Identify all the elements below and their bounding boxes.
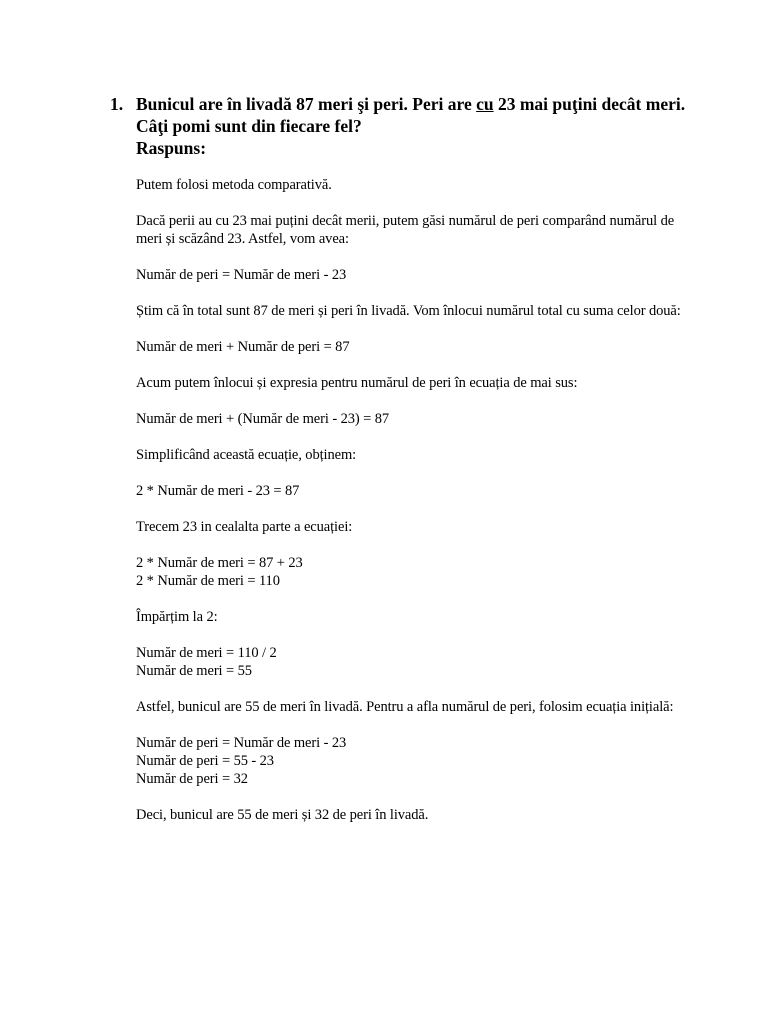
question-body xyxy=(136,93,730,159)
paragraph-method: Putem folosi metoda comparativă. xyxy=(136,177,332,193)
paragraph-simplify: Simplificând această ecuație, obținem: xyxy=(136,447,357,463)
paragraph-substitute: Acum putem înlocui și expresia pentru numărul de peri în ecuația de mai sus: xyxy=(136,375,578,391)
paragraph-move: Trecem 23 in cealalta parte a ecuației: xyxy=(136,519,353,535)
equation-line: 2 * Număr de meri = 110 xyxy=(136,573,280,589)
paragraph-conclusion: Deci, bunicul are 55 de meri și 32 de peri în livadă. xyxy=(136,807,429,823)
paragraph-explanation: Dacă perii au cu 23 mai puțini decât merii, putem găsi numărul de peri comparând numărul de meri și scăzând 23. Astfel, vom avea: xyxy=(136,213,675,247)
question-text-part2: 23 mai puţini decât meri. xyxy=(493,94,686,114)
equation-substituted: Număr de meri + (Număr de meri - 23) = 87 xyxy=(136,411,390,427)
question-number: 1. xyxy=(110,94,124,114)
equation-line: Număr de peri = Număr de meri - 23 xyxy=(136,735,347,751)
equation-line: Număr de peri = 55 - 23 xyxy=(136,753,274,769)
equation-sum: Număr de meri + Număr de peri = 87 xyxy=(136,339,350,355)
question-line2: Câţi pomi sunt din fiecare fel? xyxy=(136,116,362,136)
question-block xyxy=(110,93,730,159)
paragraph-total: Știm că în total sunt 87 de meri și peri în livadă. Vom înlocui numărul total cu suma celor două: xyxy=(136,303,681,319)
answer-heading: Raspuns: xyxy=(136,138,207,158)
paragraph-result-meri: Astfel, bunicul are 55 de meri în livadă. Pentru a afla numărul de peri, folosim ecuația inițială: xyxy=(136,699,674,715)
equation-line: Număr de meri = 110 / 2 xyxy=(136,645,277,661)
equation-line: 2 * Număr de meri = 87 + 23 xyxy=(136,555,303,571)
equation-peri: Număr de peri = Număr de meri - 23 xyxy=(136,267,347,283)
equation-line: Număr de peri = 32 xyxy=(136,771,248,787)
question-text-part1: Bunicul are în livadă 87 meri şi peri. Peri are xyxy=(136,94,477,114)
paragraph-divide: Împărțim la 2: xyxy=(136,609,218,625)
equation-simplified: 2 * Număr de meri - 23 = 87 xyxy=(136,483,300,499)
question-text-underlined: cu xyxy=(476,94,494,114)
equation-block-double xyxy=(136,554,696,590)
equation-block-peri xyxy=(136,734,696,788)
answer-block xyxy=(136,176,696,842)
equation-line: Număr de meri = 55 xyxy=(136,663,252,679)
equation-block-meri xyxy=(136,644,696,680)
